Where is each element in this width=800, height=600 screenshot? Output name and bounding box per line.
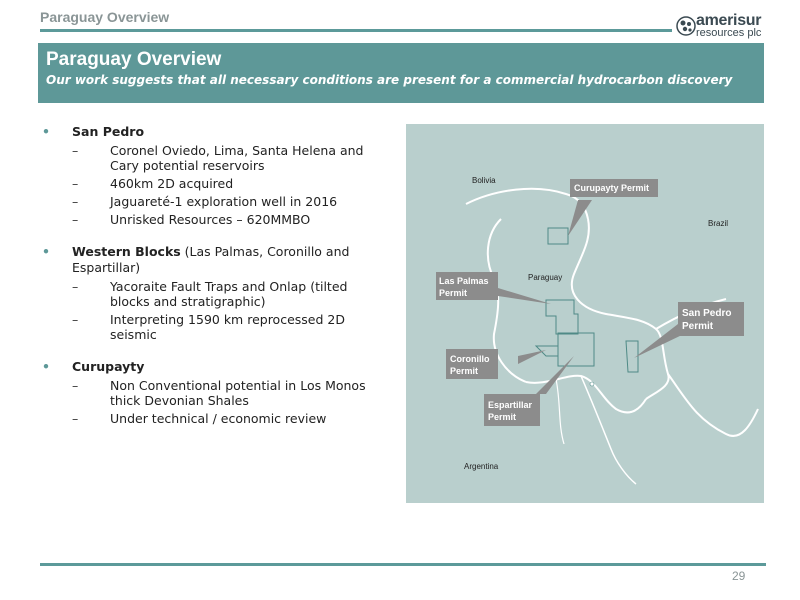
bullet-group-curupayty [40, 359, 385, 426]
border-argentina-brazil [668, 374, 758, 436]
dash-icon: – [72, 312, 79, 327]
sub-item-text: Under technical / economic review [110, 411, 327, 426]
logo-name: amerisur [696, 12, 762, 29]
las-palmas-callout-pointer [498, 288, 551, 304]
sub-item-text: Yacoraite Fault Traps and Onlap (tilted blocks and stratigraphic) [110, 279, 348, 309]
curupayty-permit-text: Curupayty Permit [574, 183, 650, 193]
espartillar-permit-label [484, 394, 540, 426]
bullet-icon: • [42, 124, 50, 139]
river-south [581, 376, 636, 484]
border-paraguay-south [526, 376, 646, 413]
dash-icon: – [72, 143, 79, 158]
coronillo-callout-pointer [518, 350, 546, 364]
las-palmas-permit-text-2: Permit [439, 288, 468, 298]
dash-icon: – [72, 411, 79, 426]
dash-icon: – [72, 212, 79, 227]
page-number: 29 [732, 569, 746, 583]
sub-item-text: 460km 2D acquired [110, 176, 234, 191]
dash-icon: – [72, 176, 79, 191]
section-title: Paraguay Overview [40, 9, 170, 25]
sub-item [40, 279, 385, 309]
dash-icon: – [72, 279, 79, 294]
page-subtitle: Our work suggests that all necessary conditions are present for a commercial hydrocarbon discovery [46, 73, 733, 87]
bullet-icon: • [42, 244, 50, 259]
curupayty-permit-block [548, 228, 568, 244]
san-pedro-permit-label [678, 302, 744, 336]
sub-item [40, 194, 385, 209]
sub-item [40, 212, 385, 227]
bullet-group-san-pedro [40, 124, 385, 227]
espartillar-permit-text-1: Espartillar [488, 400, 533, 410]
sub-item [40, 176, 385, 191]
espartillar-callout-pointer [536, 356, 574, 394]
country-label-bolivia: Bolivia [472, 176, 496, 185]
bullet-list [40, 124, 385, 443]
country-label-argentina: Argentina [464, 462, 499, 471]
sub-item [40, 378, 385, 408]
las-palmas-permit-label [436, 272, 498, 300]
las-palmas-permit-text-1: Las Palmas [439, 276, 489, 286]
san-pedro-permit-text-1: San Pedro [682, 308, 732, 319]
bullet-heading-detail: (Las Palmas, Coronillo and Espartillar) [72, 244, 350, 275]
sub-item-text: Coronel Oviedo, Lima, Santa Helena and Cary potential reservoirs [110, 143, 364, 173]
espartillar-permit-text-2: Permit [488, 412, 517, 422]
list-item [40, 244, 385, 276]
sub-item-text: Non Conventional potential in Los Monos thick Devonian Shales [110, 378, 366, 408]
sub-item [40, 143, 385, 173]
bullet-heading: Western Blocks [72, 244, 181, 259]
san-pedro-permit-text-2: Permit [682, 321, 714, 332]
dash-icon: – [72, 378, 79, 393]
border-bolivia-paraguay [466, 189, 588, 219]
paraguay-permit-map [406, 124, 764, 503]
dash-icon: – [72, 194, 79, 209]
bullet-group-western-blocks [40, 244, 385, 342]
espartillar-permit-block [558, 333, 594, 366]
logo-mark-icon [676, 14, 696, 38]
company-logo [676, 12, 766, 42]
bullet-heading: Curupayty [72, 359, 145, 374]
list-item [40, 359, 385, 375]
bottom-divider [40, 563, 766, 566]
coronillo-permit-text-2: Permit [450, 366, 479, 376]
list-item [40, 124, 385, 140]
sub-item [40, 312, 385, 342]
las-palmas-permit-block [546, 300, 578, 334]
country-label-paraguay: Paraguay [528, 273, 563, 282]
country-label-brazil: Brazil [708, 219, 729, 228]
bullet-icon: • [42, 359, 50, 374]
town-marker [590, 382, 594, 386]
map-graphic [406, 124, 764, 503]
coronillo-permit-text-1: Coronillo [450, 354, 490, 364]
logo-tagline: resources plc [696, 27, 762, 39]
coronillo-permit-label [446, 349, 498, 379]
title-banner [38, 43, 764, 103]
bullet-heading: San Pedro [72, 124, 145, 139]
page-title: Paraguay Overview [46, 49, 222, 70]
sub-item [40, 411, 385, 426]
curupayty-permit-label [570, 179, 658, 197]
border-paraguay-brazil [572, 219, 669, 399]
river-southwest [556, 379, 564, 444]
sub-item-text: Jaguareté-1 exploration well in 2016 [110, 194, 338, 209]
top-divider [40, 29, 672, 32]
sub-item-text: Interpreting 1590 km reprocessed 2D seismic [110, 312, 345, 342]
sub-item-text: Unrisked Resources – 620MMBO [110, 212, 311, 227]
coronillo-permit-block [536, 346, 558, 356]
san-pedro-callout-pointer [634, 324, 684, 358]
